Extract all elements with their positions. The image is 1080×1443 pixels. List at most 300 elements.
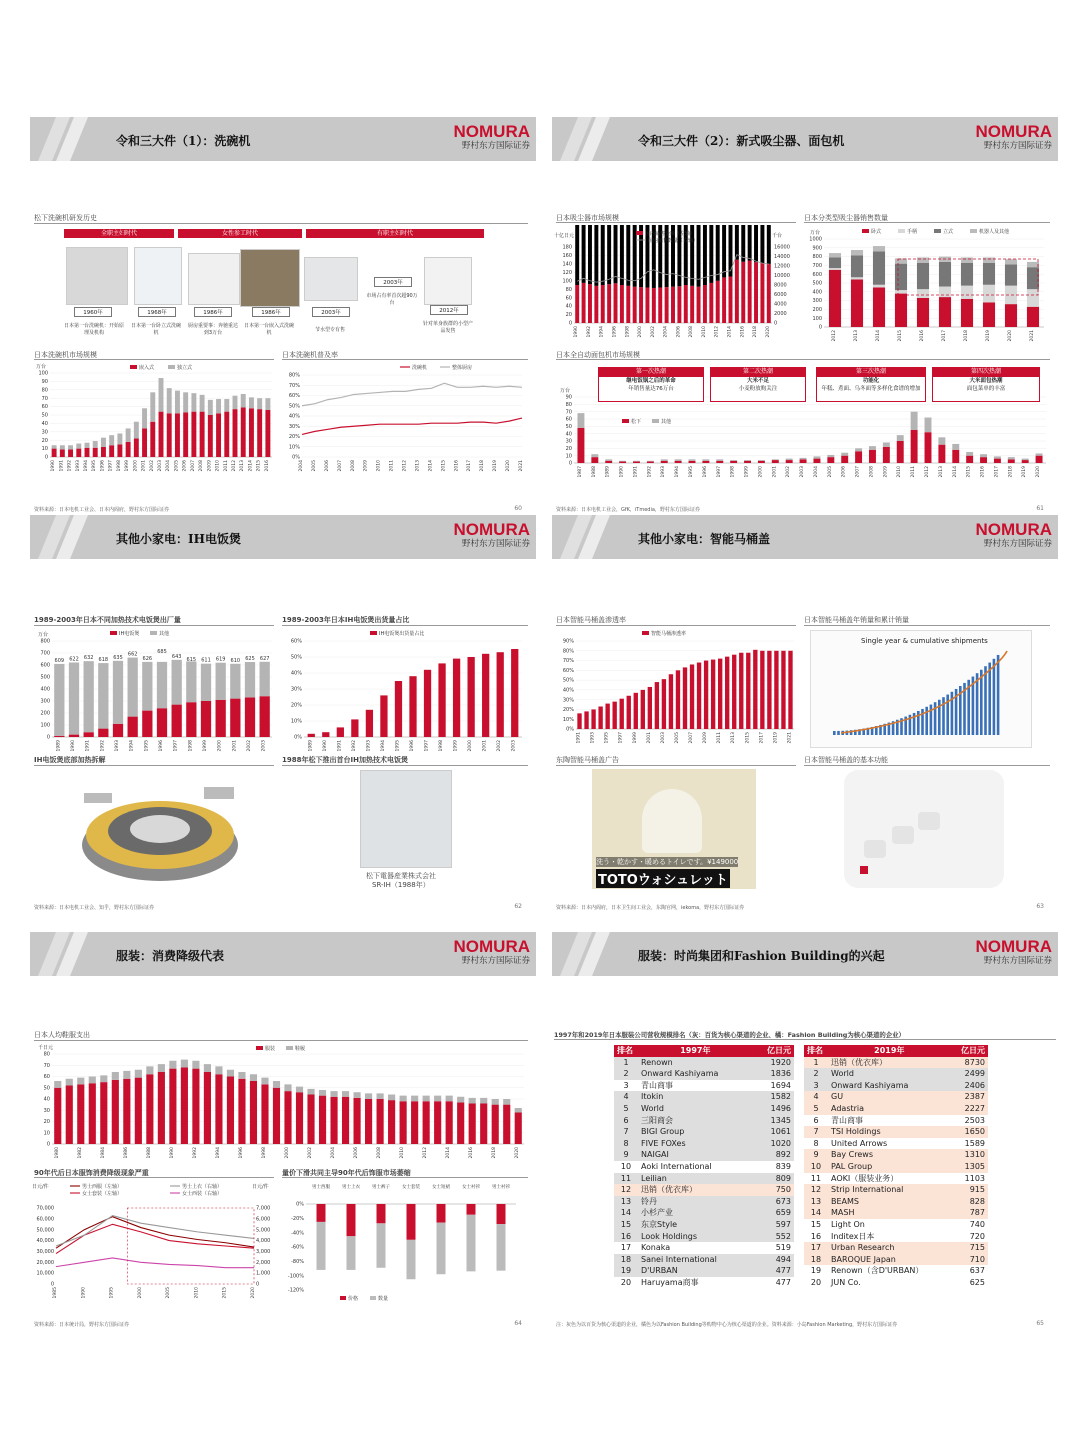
x-tick-label: 2005: [174, 460, 180, 472]
bar: [109, 435, 114, 445]
bar: [626, 286, 630, 323]
x-tick-label: 2003: [800, 466, 806, 478]
y-tick-label: 60: [41, 404, 48, 411]
y-tick-label: 300: [812, 298, 822, 305]
bar: [257, 398, 262, 409]
y-tick-label: 6,000: [256, 1216, 271, 1223]
axis-unit: 十亿日元: [554, 233, 575, 239]
table-cell: Inditex日本: [831, 1231, 875, 1241]
legend-swatch: [636, 231, 643, 235]
bar: [716, 225, 720, 281]
bar: [851, 250, 863, 255]
table-row: [804, 1207, 988, 1219]
x-tick-label: 2003: [511, 740, 517, 752]
legend-label: 立式: [943, 229, 954, 235]
table-cell: 14: [620, 1208, 632, 1218]
x-tick-label: 1991: [633, 466, 639, 478]
x-tick-label: 1994: [215, 1147, 221, 1159]
table-cell: 9: [813, 1150, 819, 1160]
bar: [142, 428, 147, 457]
x-tick-label: 2002: [308, 1147, 314, 1159]
bar: [702, 461, 709, 463]
bar: [347, 1236, 356, 1270]
bar: [983, 257, 995, 262]
bar: [652, 288, 656, 323]
slide-title: 令和三大件（1）：洗碗机: [116, 134, 251, 148]
legend-swatch: [110, 631, 117, 635]
y-tick-label: 0: [44, 454, 48, 461]
milestone-text: 针对单身族群的小型产品发售: [422, 321, 473, 334]
table-cell: Sanei International: [641, 1254, 717, 1264]
y-tick-label: 60: [43, 1074, 50, 1081]
x-tick-label: 2016: [980, 466, 986, 478]
bar: [84, 732, 94, 737]
y-tick-label: 80: [41, 387, 48, 394]
y-tick-label: 20: [43, 1119, 50, 1126]
bar: [123, 1071, 130, 1079]
table-row: [804, 1068, 988, 1080]
table-row: [804, 1184, 988, 1196]
bar: [813, 459, 820, 463]
y-tick-label: 700: [812, 263, 822, 269]
bar: [77, 1084, 84, 1144]
x-tick-label: 2019: [493, 460, 499, 472]
bar: [134, 439, 139, 457]
bar: [689, 459, 696, 460]
bar: [827, 457, 834, 463]
y-tick-label: 1000: [809, 236, 822, 243]
bar: [183, 392, 188, 412]
bar: [128, 658, 138, 717]
legend-label: 整体厨房: [452, 365, 473, 371]
y-tick-label: 80%: [562, 648, 574, 655]
bar: [722, 225, 726, 277]
bar: [925, 418, 932, 433]
x-tick-label: 2008: [199, 460, 205, 472]
table-cell: Look Holdings: [641, 1231, 698, 1241]
table-cell: 1020: [770, 1138, 791, 1148]
y-tick-label: 60%: [288, 393, 300, 400]
bar: [988, 663, 991, 735]
chevron-logo-icon: [560, 117, 610, 161]
bar: [109, 445, 114, 457]
bar: [980, 454, 987, 457]
bar: [1022, 460, 1029, 463]
y-tick-label: 80%: [288, 372, 300, 379]
table-cell: 1103: [964, 1173, 985, 1183]
y-tick-label: 4,000: [256, 1238, 271, 1245]
bar: [365, 1093, 372, 1099]
table-cell: 3: [813, 1080, 819, 1090]
bar: [938, 437, 945, 444]
bar: [671, 287, 675, 323]
data-label: 662: [127, 651, 138, 658]
bar: [245, 662, 255, 697]
x-tick-label: 1995: [604, 732, 610, 744]
bar: [113, 661, 123, 724]
bar: [117, 444, 122, 457]
legend-label: 卧式: [871, 229, 882, 235]
y-tick-label: 20%: [290, 702, 302, 709]
bar: [1027, 262, 1039, 267]
x-tick-label: 2013: [731, 732, 737, 744]
bar: [1036, 453, 1043, 455]
bar: [250, 1074, 257, 1081]
table-cell: 2: [813, 1069, 819, 1079]
bar: [216, 663, 226, 700]
bar: [591, 457, 598, 463]
table-cell: 597: [775, 1219, 791, 1229]
y-tick-label: 16000: [774, 244, 790, 251]
bar: [186, 702, 196, 737]
boom-header: 第二次热潮: [710, 367, 806, 376]
table-cell: 青山商事: [641, 1080, 673, 1090]
legend-label: 其他: [661, 419, 672, 425]
table-cell: 10: [810, 1161, 822, 1171]
x-tick-label: 1994: [129, 740, 135, 752]
bar: [388, 1100, 395, 1144]
page-number: 64: [514, 1320, 522, 1327]
legend-label: 价格: [348, 1296, 359, 1302]
bar: [620, 285, 624, 323]
bar: [172, 705, 182, 737]
data-label: 625: [245, 656, 255, 662]
year-box: 1960年: [74, 307, 112, 317]
toto-ad-image: [592, 769, 756, 889]
table-cell: 19: [620, 1266, 632, 1276]
axis-unit: 万台: [560, 388, 571, 394]
bar: [330, 1091, 337, 1097]
bar: [869, 446, 876, 450]
x-tick-label: 1990: [322, 740, 328, 752]
legend-label: 松下: [631, 419, 642, 425]
chevron-logo-icon: [38, 117, 88, 161]
y-tick-label: 120: [562, 269, 572, 276]
bar: [468, 657, 475, 737]
data-label: 609: [54, 657, 65, 664]
table-cell: 4: [623, 1092, 629, 1102]
panel-title: 日本智能马桶盖年销量和累计销量: [804, 616, 909, 624]
bar: [89, 1083, 96, 1144]
table-cell: 1496: [770, 1103, 791, 1113]
y-tick-label: 70%: [562, 658, 574, 665]
boom-header: 第四次热潮: [932, 367, 1040, 376]
x-tick-label: 2021: [1030, 330, 1035, 342]
photo-caption: 松下電器産業株式会社: [366, 872, 436, 880]
bar: [813, 456, 820, 458]
bar: [675, 459, 682, 460]
y-tick-label: 500: [40, 674, 50, 681]
bar: [159, 412, 164, 457]
legend-swatch: [970, 229, 977, 233]
vacuum-market-chart: [552, 225, 800, 349]
x-tick-label: 2005: [311, 460, 317, 472]
table-cell: 8730: [964, 1057, 985, 1067]
x-tick-label: 1992: [192, 1147, 198, 1159]
x-tick-label: 1993: [366, 740, 372, 752]
y-tick-label: 7,000: [256, 1205, 271, 1212]
bar: [760, 225, 764, 263]
x-tick-label: 2004: [299, 460, 304, 472]
bar: [423, 1101, 430, 1144]
x-tick-label: 2002: [650, 326, 656, 338]
bar: [607, 284, 611, 323]
bar: [758, 460, 765, 461]
table-cell: 2387: [964, 1092, 985, 1102]
x-tick-label: 2008: [377, 1147, 383, 1159]
y-tick-label: 4000: [774, 301, 787, 308]
bar: [626, 225, 630, 286]
bar: [772, 459, 779, 460]
y-tick-label: 50%: [288, 403, 300, 410]
legend-label: IH电饭煲出货量占比: [379, 631, 425, 637]
legend-swatch: [898, 229, 905, 233]
slide-title: 服装：消费降级代表: [116, 949, 225, 963]
slide-header: [30, 117, 536, 161]
slide-title: 其他小家电：IH电饭煲: [116, 532, 241, 546]
x-tick-label: 2018: [753, 326, 759, 338]
x-tick-label: 2020: [765, 326, 771, 338]
x-tick-label: 1991: [337, 740, 343, 752]
bar: [703, 225, 707, 285]
nomura-logo: NOMURA 野村东方国际证券: [453, 937, 530, 966]
table-row: [614, 1149, 794, 1161]
table-cell: 迅销（优衣库）: [831, 1057, 887, 1067]
bar: [961, 257, 973, 262]
bar: [716, 281, 720, 323]
source-note: 资料来源：日本电机工业会、日本内阁府，野村东方国际证券: [34, 507, 170, 513]
table-cell: 16: [810, 1231, 822, 1241]
table-row: [804, 1265, 988, 1277]
legend-label: 服装: [265, 1046, 276, 1052]
x-tick-label: 2000: [285, 1147, 290, 1159]
dishwasher-photo: [134, 247, 182, 305]
x-tick-label: 2015: [441, 460, 447, 472]
x-tick-label: 2003: [261, 740, 267, 752]
bar: [76, 449, 81, 457]
bar: [648, 687, 652, 729]
bar: [76, 444, 81, 449]
table-row: [614, 1080, 794, 1092]
x-tick-label: 1998: [188, 740, 194, 752]
category-label: 女士衬衫: [462, 1185, 480, 1190]
y-tick-label: 70: [41, 395, 48, 402]
table-row: [614, 1161, 794, 1173]
bar: [614, 225, 618, 283]
y-tick-label: 300: [40, 698, 50, 705]
table-cell: 13: [620, 1196, 632, 1206]
bar: [729, 225, 733, 277]
bar: [159, 378, 164, 412]
table-cell: Leilian: [641, 1173, 667, 1183]
bar: [480, 1098, 487, 1104]
bar: [208, 415, 213, 457]
table-row: [804, 1196, 988, 1208]
bar: [704, 661, 708, 729]
slide-title: 令和三大件（2）：新式吸尘器、面包机: [638, 134, 845, 148]
table-row: [614, 1138, 794, 1150]
category-label: 男士裤子: [372, 1185, 390, 1190]
axis-unit: 日元/件: [252, 1184, 269, 1190]
x-tick-label: 2005: [166, 1287, 172, 1299]
table-row: [614, 1115, 794, 1127]
panel-title: 日本洗碗机普及率: [282, 351, 338, 359]
bar: [377, 1204, 386, 1223]
bar: [980, 457, 987, 463]
bar: [781, 651, 785, 729]
table-cell: 477: [775, 1266, 791, 1276]
panel-title: 日本人均鞋服支出: [34, 1031, 90, 1039]
legend-swatch: [150, 631, 157, 635]
data-label: 615: [186, 657, 197, 664]
bar: [100, 1075, 107, 1082]
bar: [446, 1096, 453, 1102]
nomura-logo: NOMURA 野村东方国际证券: [975, 937, 1052, 966]
bar: [800, 458, 807, 459]
axis-unit: 千日元: [38, 1045, 54, 1051]
x-tick-label: 2014: [952, 466, 958, 478]
legend-swatch: [642, 631, 649, 635]
table-cell: 8: [623, 1138, 629, 1148]
table-cell: United Arrows: [831, 1138, 888, 1148]
y-tick-label: 0%: [292, 454, 300, 461]
bar: [588, 284, 592, 323]
x-tick-label: 2011: [223, 460, 229, 472]
bar: [925, 432, 932, 463]
x-tick-label: 1991: [85, 740, 91, 752]
table-cell: 494: [775, 1254, 791, 1264]
year-box: 2012年: [430, 305, 468, 315]
bar: [377, 1223, 386, 1267]
y-tick-label: 0: [256, 1281, 260, 1288]
remote-control-photo: [844, 770, 1004, 888]
x-tick-label: 2013: [240, 460, 246, 472]
table-cell: 6: [813, 1115, 819, 1125]
table-cell: 1589: [964, 1138, 985, 1148]
bar: [997, 655, 1000, 735]
x-tick-label: 2002: [497, 740, 503, 752]
x-tick-label: 2018: [492, 1147, 498, 1159]
bar: [735, 260, 739, 323]
bar: [257, 409, 262, 457]
bar: [939, 297, 951, 327]
x-tick-label: 2002: [786, 466, 792, 478]
bar: [661, 459, 668, 460]
x-tick-label: 2003: [660, 732, 666, 744]
bar: [423, 1096, 430, 1102]
x-tick-label: 1997: [173, 740, 179, 752]
table-cell: 1650: [964, 1127, 985, 1137]
boom-box: 大米面包热潮 面包菜单的丰富: [932, 376, 1040, 402]
boom-header: 第三次热潮: [816, 367, 926, 376]
bar: [1008, 457, 1015, 459]
table-row: [614, 1068, 794, 1080]
bar: [438, 663, 445, 737]
slide-64: [30, 932, 536, 1332]
y-tick-label: 50%: [562, 677, 574, 684]
table-cell: 1: [623, 1057, 629, 1067]
bar: [158, 1064, 165, 1072]
bar: [702, 459, 709, 460]
x-tick-label: 2007: [855, 466, 861, 478]
table-cell: 三阳商会: [641, 1115, 673, 1125]
x-tick-label: 1990: [51, 460, 57, 472]
source-note: 注：灰色为以百货为核心渠道的企业，橘色为以Fashion Building等购物中心为核心渠道的企业。资料来源：小岛Fashion Marketing，野村东方国际证券: [556, 1322, 898, 1328]
x-tick-label: 1998: [261, 1147, 267, 1159]
x-tick-label: 2000: [468, 740, 474, 752]
bar: [658, 288, 662, 323]
x-tick-label: 2011: [911, 466, 917, 478]
bar: [69, 662, 79, 734]
bar: [377, 1093, 384, 1099]
bar: [208, 400, 213, 415]
table-cell: FIVE FOXes: [641, 1138, 686, 1148]
bar: [511, 649, 518, 737]
x-tick-label: 2003: [158, 460, 163, 472]
bar: [366, 710, 373, 737]
bar: [492, 1105, 499, 1144]
bar: [128, 717, 138, 737]
x-tick-label: 2012: [925, 466, 930, 478]
x-tick-label: 1995: [92, 460, 98, 472]
bar: [126, 442, 131, 457]
bar: [588, 225, 592, 284]
bar: [68, 449, 73, 457]
y-tick-label: 60: [565, 295, 572, 302]
x-tick-label: 1997: [618, 732, 624, 744]
x-tick-label: 1993: [115, 740, 120, 752]
bar: [994, 459, 1001, 463]
x-tick-label: 2000: [638, 326, 644, 338]
y-tick-label: 0%: [294, 734, 302, 741]
bar: [117, 433, 122, 444]
y-tick-label: 0: [46, 734, 50, 741]
x-tick-label: 2009: [883, 466, 889, 478]
data-label: 626: [142, 655, 153, 662]
y-tick-label: 10: [565, 453, 572, 460]
bar: [54, 1081, 61, 1088]
bar: [716, 459, 723, 460]
bar: [467, 1215, 476, 1272]
bar: [411, 1101, 418, 1144]
table-row: [614, 1231, 794, 1243]
table-row: [804, 1057, 988, 1069]
x-tick-label: 2011: [717, 732, 723, 744]
x-tick-label: 1991: [576, 732, 582, 744]
toilet-penetration-chart: [552, 627, 800, 753]
table-row: [804, 1219, 988, 1231]
table-row: [804, 1254, 988, 1266]
bar: [697, 287, 701, 323]
legend-label: 独立式: [177, 365, 193, 371]
table-cell: 16: [620, 1231, 632, 1241]
bar: [911, 412, 918, 430]
table-cell: Renown（含D'URBAN）: [831, 1266, 924, 1276]
slide-61: [552, 117, 1058, 517]
data-label: 632: [83, 655, 94, 662]
x-tick-label: 1996: [410, 740, 415, 752]
table-cell: 小杉产业: [641, 1208, 673, 1218]
table-cell: 东京Style: [641, 1219, 678, 1229]
legend-swatch: [256, 1046, 263, 1050]
bar: [647, 461, 654, 462]
bar: [480, 1104, 487, 1145]
bar: [911, 430, 918, 463]
slide-60: [30, 117, 536, 517]
table-row: [614, 1265, 794, 1277]
bar: [142, 662, 152, 711]
x-tick-label: 1986: [123, 1147, 129, 1159]
